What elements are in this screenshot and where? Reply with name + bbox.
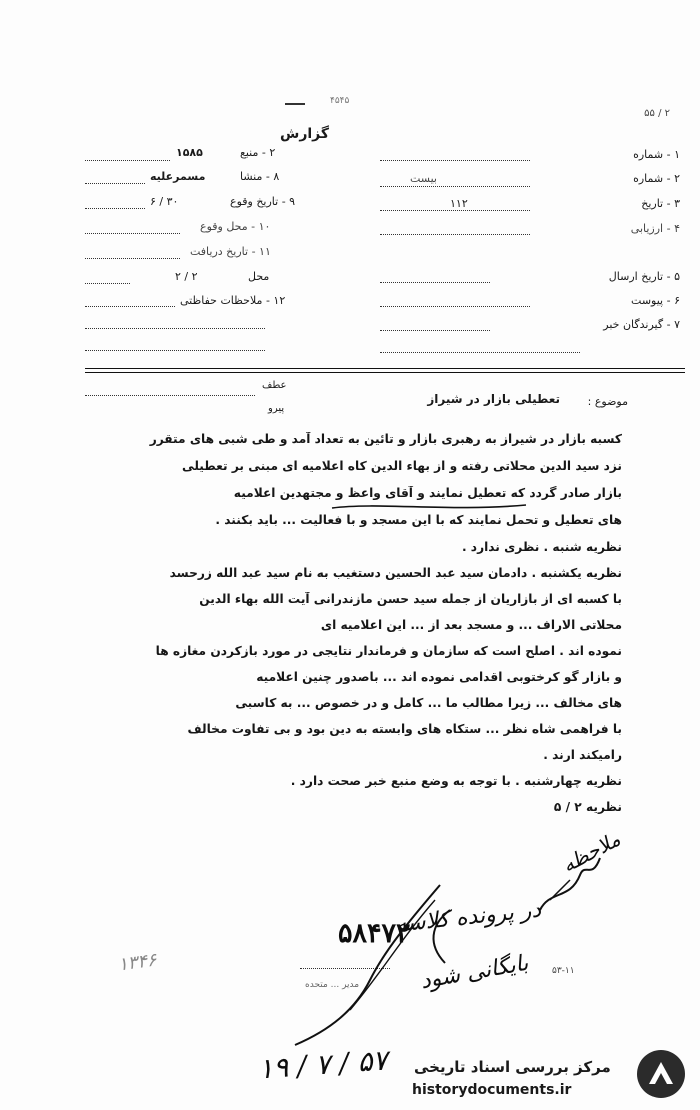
header-dash [285, 103, 305, 105]
archive-logo-icon [635, 1048, 687, 1100]
watermark-url: historydocuments.ir [412, 1082, 572, 1098]
dotline-3 [85, 208, 145, 209]
top-right-mark: ۵۵ / ۲ [644, 108, 670, 119]
field-origin-value: مسمرعلیه [150, 170, 206, 183]
dotline-r1 [380, 160, 530, 161]
body-line: های مخالف ... زیرا مطالب ما ... کامل و در خصوص ... به کاسبی [235, 696, 622, 710]
field-source-label: ۲ - منبع [240, 146, 276, 159]
margin-scribble: ۱۳۴۶ [116, 949, 158, 976]
body-line: نموده اند . اصلح است که سازمان و فرماندار نتایجی در مورد بازکردن مغازه ها [155, 644, 622, 658]
dotline-r6 [380, 306, 530, 307]
body-line: و بازار گو کرختوبی اقدامی نموده اند ... باصدور چنین اعلامیه [256, 670, 622, 684]
field-report-date-value: ۱۱۲ [450, 197, 468, 210]
field-number2-value: بیست [410, 172, 437, 185]
field-received-label: ۱۱ - تاریخ دریافت [190, 245, 271, 258]
form-title: گزارش [280, 126, 330, 142]
field-origin-label: ۸ - منشا [240, 170, 280, 183]
field-date-value: ۶ / ۳۰ [150, 195, 179, 208]
dotline-9 [85, 350, 265, 351]
field-place2-label: محل [248, 270, 270, 283]
body-line: نظریه چهارشنبه . با توجه به وضع منبع خبر صحت دارد . [290, 774, 622, 788]
field-report-date-label: ۳ - تاریخ [641, 197, 680, 210]
field-place-label: ۱۰ - محل وقوع [200, 220, 271, 233]
signature-scribble [530, 850, 610, 920]
subject-text: تعطیلی بازار در شیراز [427, 392, 560, 406]
dotline-r5 [380, 282, 490, 283]
body-line: نزد سید الدین محلاتی رفته و از بهاء الدین کاه اعلامیه ای مبنی بر تعطیلی [181, 459, 622, 473]
handwritten-archive-note: بایگانی شود [418, 950, 531, 995]
field-number2-label: ۲ - شماره [633, 172, 680, 185]
body-line: بازار صادر گردد که تعطیل نمایند و آقای واعظ و مجتهدین اعلامیه [233, 486, 622, 500]
dotline-6 [85, 283, 130, 284]
separator-bottom [85, 372, 685, 373]
body-line: کسبه بازار در شیراز به رهبری بازار و تائین به تعداد آمد و طی شبی های متقرر [149, 432, 622, 446]
top-center-mark: ۴۵۴۵ [330, 96, 350, 106]
field-recipients-label: ۷ - گیرندگان خبر [603, 318, 680, 331]
body-line: نظریه شنبه . نظری ندارد . [461, 540, 622, 554]
body-line: محلاتی الاراف ... و مسجد بعد از ... این اعلامیه ای [320, 618, 622, 632]
subject-label: موضوع : [587, 395, 628, 408]
separator-top [85, 368, 685, 369]
field-security-label: ۱۲ - ملاحظات حفاظتی [180, 294, 286, 307]
dotline-1 [85, 160, 170, 161]
dotline-r2 [380, 186, 530, 187]
handwritten-underline [330, 500, 530, 514]
field-evaluation-label: ۴ - ارزیابی [630, 222, 680, 235]
watermark-title: مرکز بررسی اسناد تاریخی [414, 1058, 611, 1076]
dotline-r3 [380, 210, 530, 211]
bottom-right-mark: ۵۳-۱۱ [552, 966, 575, 976]
body-line: با کسبه ای از بازاریان از جمله سید حسن مازندرانی آیت الله بهاء الدین [199, 592, 622, 606]
dotline-7 [85, 306, 175, 307]
pen-stroke [290, 880, 450, 1050]
dotline-5 [85, 258, 180, 259]
dotline-r4 [380, 234, 530, 235]
field-place2-value: ۲ / ۲ [175, 270, 198, 283]
subject-side-bottom: پیرو [268, 403, 285, 414]
body-line: رامیکند ارند . [543, 748, 622, 762]
subject-dotline [85, 395, 255, 396]
dotline-r7 [380, 330, 490, 331]
subject-side-top: عطف [262, 380, 287, 391]
field-date-label: ۹ - تاریخ وقوع [230, 195, 296, 208]
handwritten-date: ۵۷ / ۷ / ۱۹ [257, 1043, 389, 1086]
field-number-label: ۱ - شماره [633, 148, 680, 161]
field-attachment-label: ۶ - پیوست [631, 294, 680, 307]
dotline-r8 [380, 352, 580, 353]
archive-number: ۵۸۴۷۲ [338, 918, 411, 949]
field-sent-date-label: ۵ - تاریخ ارسال [608, 270, 680, 283]
margin-signature: ملاحظه [558, 826, 625, 878]
handwritten-file-note: در پرونده کلاسه [394, 897, 543, 938]
body-line: نظریه ۲ / ۵ [553, 800, 622, 814]
body-line: های تعطیل و تحمل نمایند که با این مسجد و با فعالیت ... باید بکنند . [215, 513, 622, 527]
dotline-4 [85, 233, 180, 234]
body-line: نظریه یکشنبه . دادمان سید عبد الحسین دستغیب به نام سید عبد الله زرحسد [169, 566, 622, 580]
body-line: با فراهمی شاه نظر ... ستکاه های وابسته به دین بود و بی تفاوت مخالف [187, 722, 622, 736]
dotline-8 [85, 328, 265, 329]
dotline-2 [85, 183, 145, 184]
bottom-faint-line: مدیر ... متحده [305, 980, 360, 990]
field-source-value: ۱۵۸۵ [176, 146, 203, 159]
